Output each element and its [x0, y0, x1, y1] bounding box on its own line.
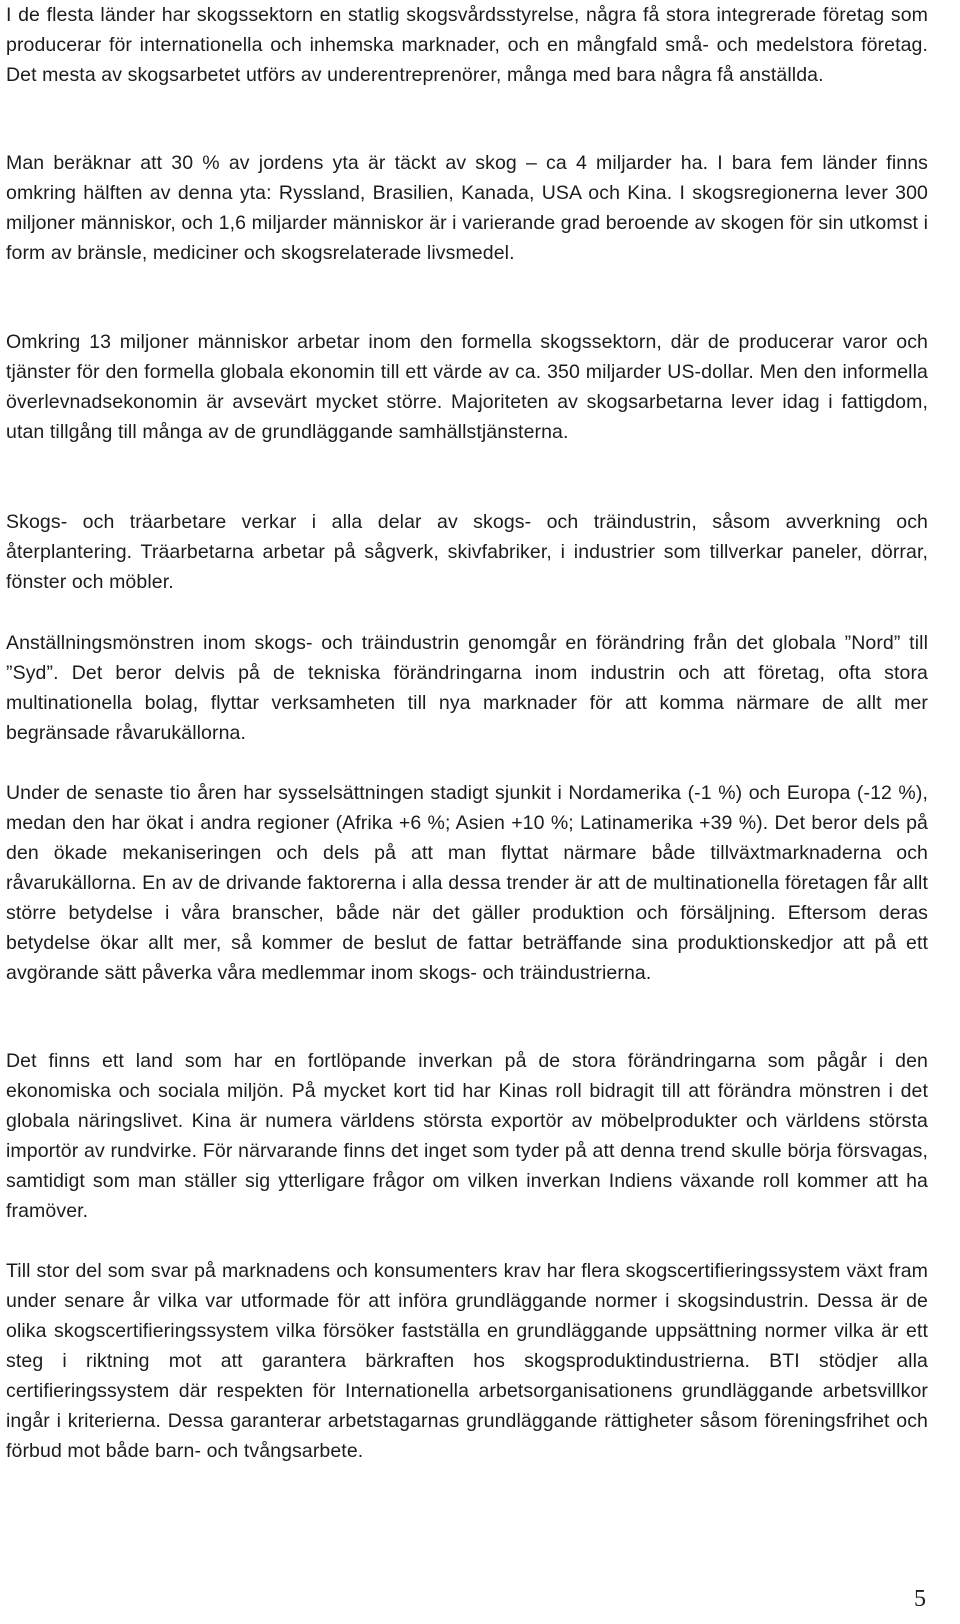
page-number: 5: [914, 1586, 926, 1612]
paragraph-formal-sector: Omkring 13 miljoner människor arbetar inom den formella skogssektorn, där de producerar varor och tjänster för den formella globala ekonomin till ett värde av ca. 350 miljarder US-dollar. Men den informella överlevnadsekonomin är avsevärt mycket större. Majoriteten av skogsarbetarna lever idag i fattigdom, utan tillgång till många av de grundläggande samhällstjänsterna.: [6, 331, 928, 443]
paragraph-forest-area: Man beräknar att 30 % av jordens yta är täckt av skog – ca 4 miljarder ha. I bara fem länder finns omkring hälften av denna yta: Ryssland, Brasilien, Kanada, USA och Kina. I skogsregionerna lever 300 miljoner människor, och 1,6 miljarder människor är i varierande grad beroende av skogen för sin utkomst i form av bränsle, mediciner och skogsrelaterade livsmedel.: [6, 152, 929, 264]
paragraph-china: Det finns ett land som har en fortlöpande inverkan på de stora förändringarna som pågår i den ekonomiska och sociala miljön. På mycket kort tid har Kinas roll bidragit till att förändra mönstren i det globala näringslivet. Kina är numera världens största exportör av möbelprodukter och världens största importör av rundvirke. För närvarande finns det inget som tyder på att denna trend skulle börja försvagas, samtidigt som man ställer sig ytterligare frågor om vilken inverkan Indiens växande roll kommer att ha framöver.: [6, 1050, 928, 1222]
paragraph-sector-structure: I de flesta länder har skogssektorn en statlig skogsvårdsstyrelse, några få stora integrerade företag som producerar för internationella och inhemska marknader, och en mångfald små- och medelstora företag. Det mesta av skogsarbetet utförs av underentreprenörer, många med bara några få anställda.: [6, 4, 928, 86]
paragraph-certification: Till stor del som svar på marknadens och konsumenters krav har flera skogscertifieringssystem växt fram under senare år vilka var utformade för att införa grundläggande normer i skogsindustrin. Dessa är de olika skogscertifieringssystem vilka försöker fastställa en grundläggande uppsättning normer vilka är ett steg i riktning mot att garantera bärkraften hos skogsproduktindustrierna. BTI stödjer alla certifieringssystem där respekten för Internationella arbetsorganisationens grundläggande arbetsvillkor ingår i kriterierna. Dessa garanterar arbetstagarnas grundläggande rättigheter såsom föreningsfrihet och förbud mot både barn- och tvångsarbete.: [6, 1260, 928, 1462]
paragraph-employment-trends: Under de senaste tio åren har sysselsättningen stadigt sjunkit i Nordamerika (-1 %) och Europa (-12 %), medan den har ökat i andra regioner (Afrika +6 %; Asien +10 %; Latinamerika +39 %). Det beror dels på den ökade mekaniseringen och dels på att man flyttat närmare både tillväxtmarknaderna och råvarukällorna. En av de drivande faktorerna i alla dessa trender är att de multinationella företagen får allt större betydelse i våra branscher, både när det gäller produktion och försäljning. Eftersom deras betydelse ökar allt mer, så kommer de beslut de fattar beträffande sina produktionskedjor att på ett avgörande sätt påverka våra medlemmar inom skogs- och träindustrierna.: [6, 782, 928, 984]
paragraph-employment-patterns: Anställningsmönstren inom skogs- och träindustrin genomgår en förändring från det globala ”Nord” till ”Syd”. Det beror delvis på de tekniska förändringarna inom industrin och att företag, ofta stora multinationella bolag, flyttar verksamheten till nya marknader för att komma närmare de allt mer begränsade råvarukällorna.: [6, 632, 928, 744]
paragraph-workers: Skogs- och träarbetare verkar i alla delar av skogs- och träindustrin, såsom avverkning och återplantering. Träarbetarna arbetar på sågverk, skivfabriker, i industrier som tillverkar paneler, dörrar, fönster och möbler.: [6, 511, 928, 593]
